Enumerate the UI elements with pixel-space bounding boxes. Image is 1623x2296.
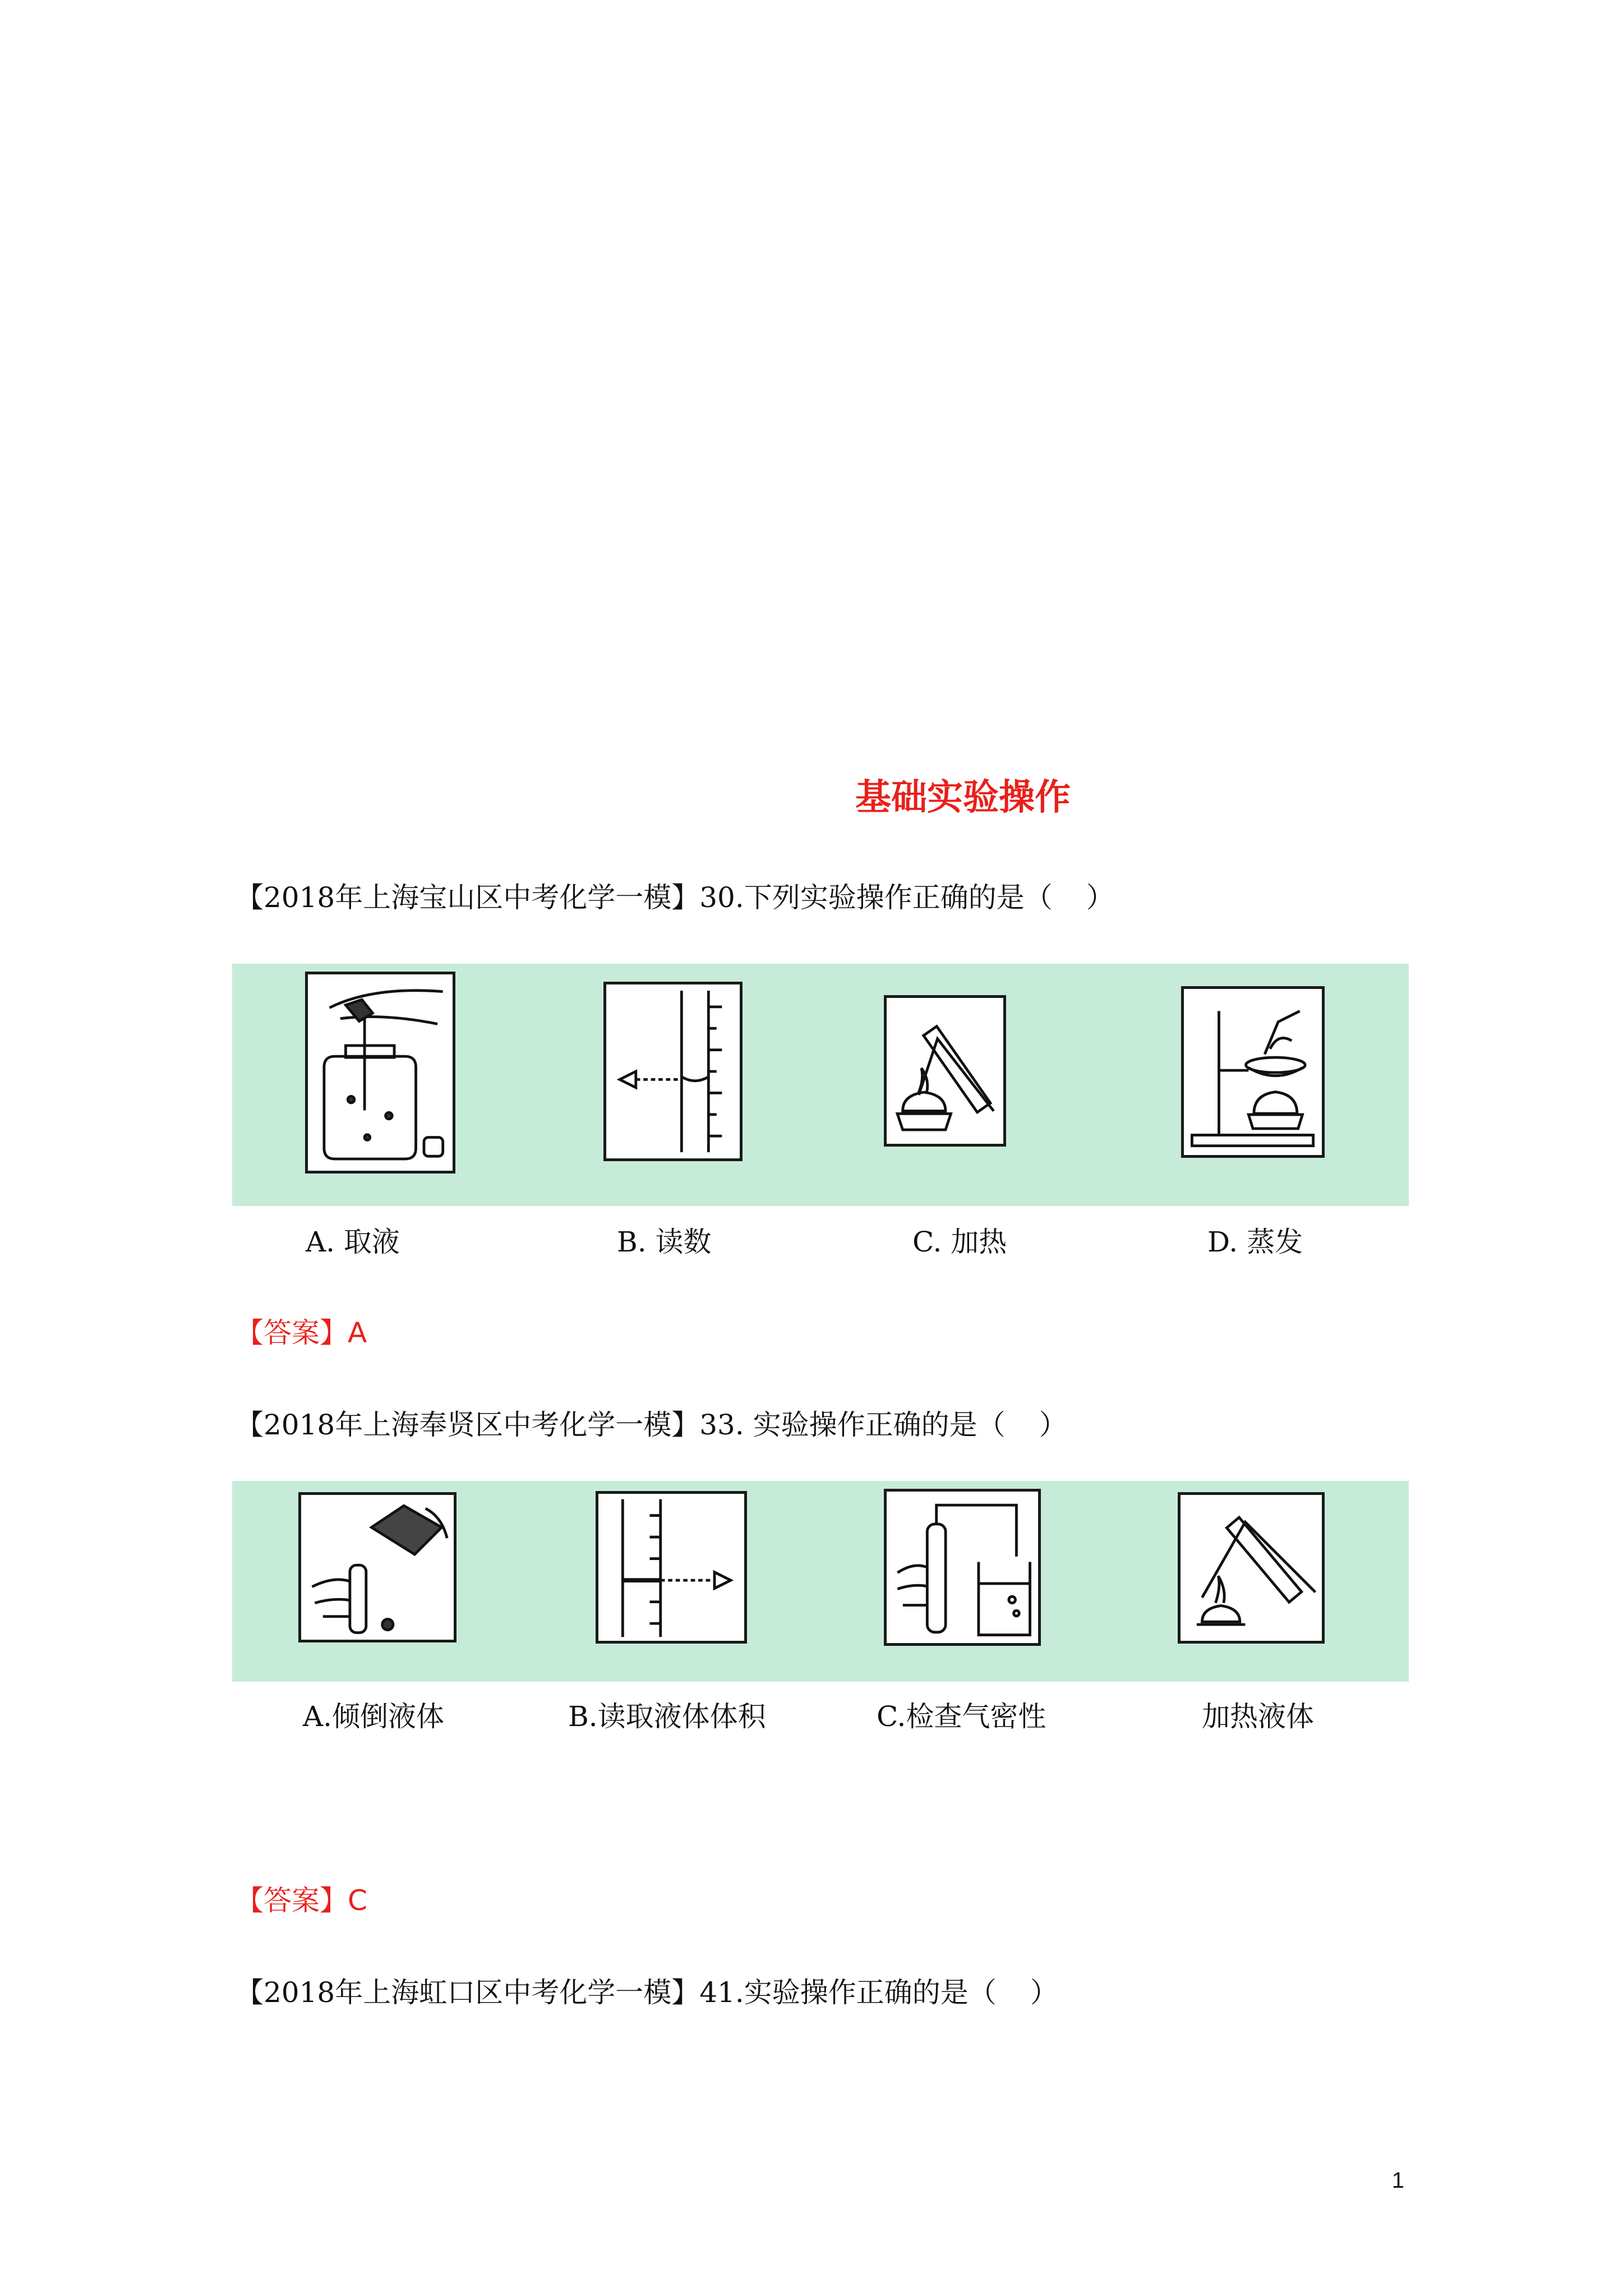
question-1 [236, 875, 1114, 915]
question-2-close: ） [1039, 1409, 1067, 1441]
q1-option-c-label: C. 加热 [912, 1226, 1007, 1258]
airtightness-check-icon [884, 1489, 1041, 1646]
answer-tag: 【答案】 [236, 1884, 348, 1917]
q2-option-d-label: 加热液体 [1202, 1700, 1314, 1733]
q2-option-b-label: B.读取液体体积 [568, 1700, 766, 1733]
reading-volume-icon [596, 1491, 747, 1644]
q2-option-a-label: A.倾倒液体 [303, 1700, 445, 1733]
question-2-stem: 实验操作正确的是（ [753, 1409, 1006, 1441]
answer-value: A [348, 1317, 367, 1349]
evaporation-dish-icon [1181, 986, 1325, 1158]
question-3-number: 41. [699, 1976, 744, 2009]
heating-liquid-icon [1178, 1492, 1325, 1644]
question-3-source: 【2018年上海虹口区中考化学一模】 [236, 1976, 700, 2009]
q1-option-d-label: D. 蒸发 [1207, 1226, 1303, 1258]
question-3-close: ） [1030, 1976, 1058, 2009]
pouring-liquid-icon [298, 1492, 457, 1642]
question-2-source: 【2018年上海奉贤区中考化学一模】 [236, 1409, 700, 1441]
question-2-figure-panel [232, 1481, 1409, 1682]
q2-option-c-label: C.检查气密性 [877, 1700, 1046, 1733]
cylinder-reading-icon [603, 982, 743, 1161]
dropper-in-bottle-icon [305, 972, 455, 1174]
heating-test-tube-icon [884, 995, 1006, 1147]
q1-option-b-label: B. 读数 [617, 1226, 712, 1258]
question-1-number: 30. [699, 881, 744, 914]
question-1-answer [236, 1310, 367, 1351]
answer-value: C [348, 1884, 367, 1917]
question-2-number: 33. [699, 1409, 744, 1441]
page-title: 基础实验操作 [855, 777, 1071, 818]
q1-option-a-label: A. 取液 [306, 1226, 400, 1258]
page-number: 1 [1391, 2168, 1404, 2193]
question-3-stem: 实验操作正确的是（ [744, 1976, 997, 2009]
question-2-answer [236, 1878, 367, 1918]
question-2 [236, 1402, 1067, 1443]
question-1-source: 【2018年上海宝山区中考化学一模】 [236, 881, 700, 914]
question-3 [236, 1970, 1058, 2010]
answer-tag: 【答案】 [236, 1317, 348, 1349]
question-1-figure-panel [232, 964, 1409, 1206]
question-1-close: ） [1086, 881, 1114, 914]
question-1-stem: 下列实验操作正确的是（ [744, 881, 1053, 914]
